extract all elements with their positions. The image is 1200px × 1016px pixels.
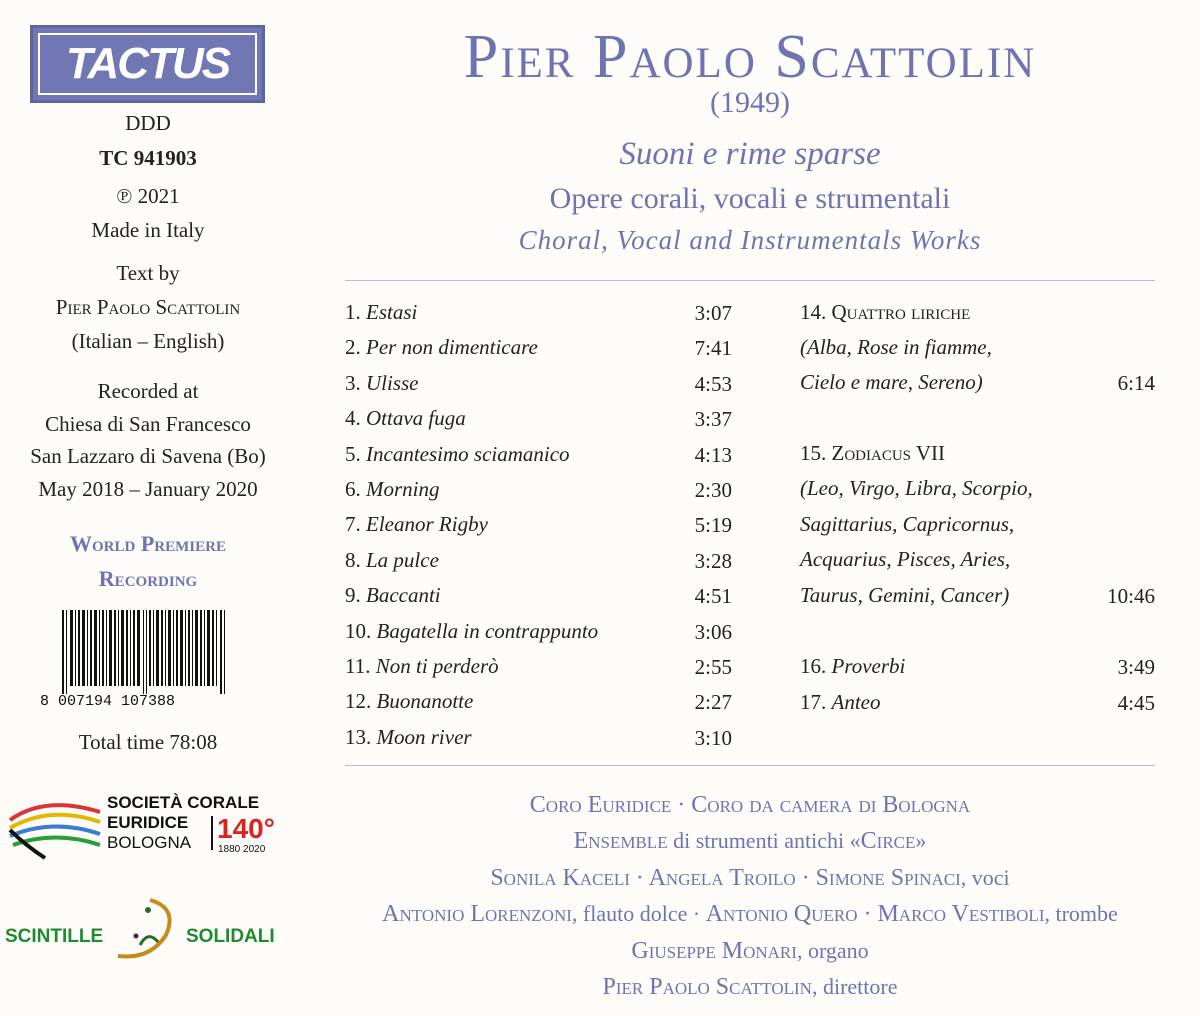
track-15-line-2: Sagittarius, Capricornus, <box>800 512 1015 536</box>
barcode-digits: 8 007194 107388 <box>40 693 176 708</box>
track-17-time: 4:45 <box>1117 691 1155 715</box>
origin-label: Made in Italy <box>91 218 205 242</box>
tactus-logo <box>30 25 265 103</box>
scintille-right: SOLIDALI <box>186 926 275 947</box>
track-duration: 7:41 <box>694 336 732 361</box>
track-row <box>345 649 499 684</box>
track-number: 5. <box>345 441 361 466</box>
track-row <box>345 401 466 436</box>
track-title: Non ti perderò <box>375 654 499 678</box>
text-by-name: Pier Paolo Scattolin <box>55 295 241 319</box>
track-number: 10. <box>345 618 372 643</box>
track-number: 7. <box>345 512 361 537</box>
track-17-num: 17. <box>800 690 827 714</box>
track-number: 9. <box>345 583 361 608</box>
credits-line-2: Ensemble di strumenti antichi «Circe» <box>573 828 927 855</box>
track-title: Estasi <box>366 300 418 324</box>
track-duration: 4:13 <box>694 442 732 467</box>
track-duration: 3:07 <box>694 301 732 325</box>
subtitle-italian: Opere corali, vocali e strumentali <box>549 182 951 215</box>
album-title: Suoni e rime sparse <box>619 136 881 172</box>
track-number: 4. <box>345 406 361 431</box>
track-16-title: Proverbi <box>831 654 906 678</box>
catalog-number: TC 941903 <box>99 146 197 170</box>
track-row <box>345 507 488 542</box>
choir-line-1: SOCIETÀ CORALE <box>107 793 260 812</box>
choir-years: 1880 2020 <box>218 844 266 855</box>
track-title: Moon river <box>376 724 472 749</box>
track-17 <box>800 685 880 720</box>
composer-year: (1949) <box>710 86 790 119</box>
track-row <box>345 437 570 472</box>
track-15-line-1: (Leo, Virgo, Libra, Scorpio, <box>800 476 1033 500</box>
choir-line-3: BOLOGNA <box>107 833 192 852</box>
credits <box>300 788 1200 1005</box>
track-number: 11. <box>345 654 371 678</box>
track-duration: 4:51 <box>694 584 732 609</box>
scintille-solidali-logo <box>0 890 296 970</box>
track-row <box>345 543 439 578</box>
track-title: La pulce <box>366 547 439 572</box>
barcode <box>40 610 250 708</box>
left-column <box>0 0 296 1016</box>
scintille-left: SCINTILLE <box>5 926 104 947</box>
track-15-time: 10:46 <box>1107 584 1155 608</box>
track-number: 3. <box>345 370 361 395</box>
track-14-time: 6:14 <box>1117 371 1155 395</box>
societa-corale-logo <box>5 790 295 865</box>
recorded-place-1: Chiesa di San Francesco <box>45 412 251 436</box>
track-row <box>345 578 441 613</box>
track-title: Eleanor Rigby <box>366 512 488 537</box>
track-number: 12. <box>345 689 372 714</box>
track-row <box>345 295 417 330</box>
track-16-time: 3:49 <box>1117 655 1155 679</box>
credits-line-1: Coro Euridice · Coro da camera di Bologna <box>529 792 971 818</box>
subtitle-english: Choral, Vocal and Instrumentals Works <box>518 225 982 255</box>
recorded-place-2: San Lazzaro di Savena (Bo) <box>30 444 266 468</box>
credits-line-4: Antonio Lorenzoni, flauto dolce · Antonio Quero · Marco Vestiboli, trombe <box>382 901 1118 928</box>
track-15-line-3: Acquarius, Pisces, Aries, <box>800 547 1011 571</box>
track-row <box>345 684 473 719</box>
track-15-line-4: Taurus, Gemini, Cancer) <box>800 583 1010 607</box>
track-duration: 5:19 <box>694 513 732 538</box>
track-duration: 4:53 <box>694 371 732 396</box>
text-by-label: Text by <box>116 261 180 285</box>
track-number: 1. <box>345 300 361 324</box>
track-row <box>345 366 419 401</box>
track-title: Ottava fuga <box>366 406 466 431</box>
recorded-label: Recorded at <box>97 379 199 403</box>
track-14-title: 14. Quattro liriche <box>800 300 971 324</box>
track-row <box>345 720 472 755</box>
track-number: 8. <box>345 547 361 572</box>
track-16-num: 16. <box>800 654 827 678</box>
track-16 <box>800 649 905 684</box>
track-row <box>345 472 440 507</box>
track-title: Incantesimo sciamanico <box>366 441 570 466</box>
credits-line-3: Sonila Kaceli · Angela Troilo · Simone Spinaci, voci <box>490 864 1010 891</box>
track-duration: 2:55 <box>694 655 732 679</box>
track-title: Baccanti <box>366 583 441 608</box>
track-duration: 2:27 <box>694 690 732 715</box>
track-title: Per non dimenticare <box>366 335 538 360</box>
languages: (Italian – English) <box>71 329 225 353</box>
track-title: Bagatella in contrappunto <box>376 618 599 643</box>
track-duration: 3:06 <box>694 619 732 644</box>
credits-line-5: Giuseppe Monari, organo <box>631 937 869 964</box>
track-row <box>345 614 598 649</box>
track-number: 2. <box>345 335 361 360</box>
credits-line-6: Pier Paolo Scattolin, direttore <box>602 974 898 1001</box>
track-row <box>345 330 538 365</box>
copyright-year: ℗ 2021 <box>116 184 180 208</box>
track-15-title: 15. Zodiacus VII <box>800 441 946 465</box>
track-title: Morning <box>366 477 440 501</box>
track-number: 6. <box>345 477 361 501</box>
track-duration: 3:37 <box>694 407 732 432</box>
track-number: 13. <box>345 724 372 749</box>
track-duration: 3:28 <box>694 548 732 573</box>
premiere-line-1: World Premiere <box>70 531 226 556</box>
track-duration: 3:10 <box>694 725 732 750</box>
choir-line-2: EURIDICE <box>107 813 189 832</box>
track-17-title: Anteo <box>831 690 881 714</box>
track-14-line-2: Cielo e mare, Sereno) <box>800 370 983 394</box>
track-14-line-1: (Alba, Rose in fiamme, <box>800 335 992 359</box>
premiere-line-2: Recording <box>98 566 198 591</box>
divider-bottom <box>345 765 1155 766</box>
divider-top <box>345 280 1155 281</box>
track-duration: 2:30 <box>694 478 732 502</box>
choir-anniversary: 140° <box>217 813 275 844</box>
recorded-dates: May 2018 – January 2020 <box>38 477 258 501</box>
total-time: Total time 78:08 <box>78 730 218 754</box>
format-label: DDD <box>125 111 171 135</box>
tactus-logo-text: TACTUS <box>38 33 257 95</box>
track-title: Buonanotte <box>376 689 474 714</box>
composer-name: Pier Paolo Scattolin <box>463 23 1037 91</box>
track-title: Ulisse <box>366 370 419 395</box>
